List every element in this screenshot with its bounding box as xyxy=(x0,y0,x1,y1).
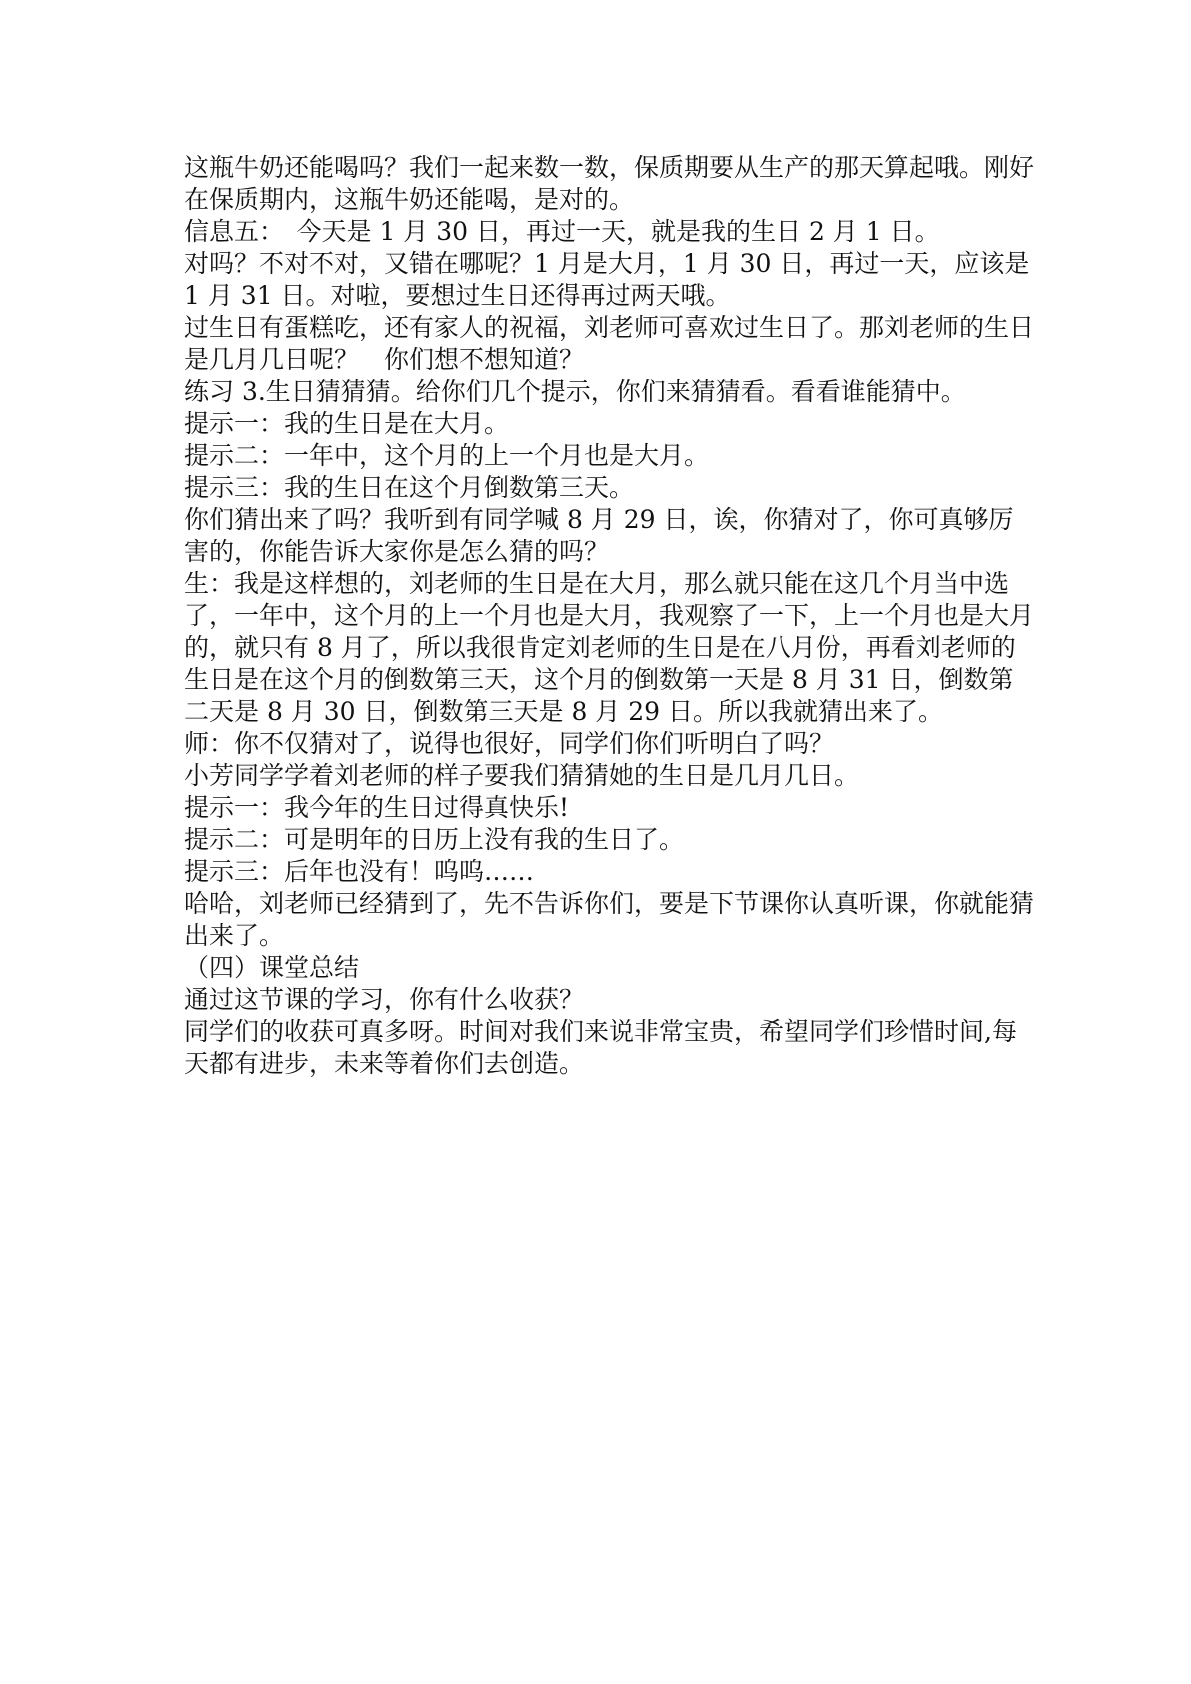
section-heading-summary: （四）课堂总结 xyxy=(184,953,360,982)
paragraph-exercise-3: 练习 3.生日猜猜猜。给你们几个提示，你们来猜猜看。看看谁能猜中。 xyxy=(184,377,966,406)
paragraph-xf-hint-3: 提示三：后年也没有！呜呜…… xyxy=(184,857,535,886)
paragraph-teacher-reply: 师：你不仅猜对了，说得也很好，同学们你们听明白了吗？ xyxy=(184,729,835,758)
paragraph-xiaofang: 小芳同学学着刘老师的样子要我们猜猜她的生日是几月几日。 xyxy=(184,761,860,790)
paragraph-info-five: 信息五： 今天是 1 月 30 日，再过一天，就是我的生日 2 月 1 日。 xyxy=(184,217,940,246)
paragraph-xf-hint-1: 提示一：我今年的生日过得真快乐! xyxy=(184,793,570,822)
document-page xyxy=(184,152,1034,1080)
paragraph-student-answer: 生：我是这样想的，刘老师的生日是在大月，那么就只能在这几个月当中选了，一年中，这个月的上一个月也是大月，我观察了一下，上一个月也是大月的，就只有 8 月了，所以我很肯定刘老师的生日是在八月份，再看刘老师的生日是在这个月的倒数第三天，这个月的倒数第一天是 8 月 31 日，倒数第二天是 8 月 30 日，倒数第三天是 8 月 29 日。所以我就猜出来了。 xyxy=(184,569,1035,726)
paragraph-hint-2: 提示二：一年中，这个月的上一个月也是大月。 xyxy=(184,441,710,470)
paragraph-xf-hint-2: 提示二：可是明年的日历上没有我的生日了。 xyxy=(184,825,685,854)
paragraph-closing: 同学们的收获可真多呀。时间对我们来说非常宝贵，希望同学们珍惜时间,每天都有进步，未来等着你们去创造。 xyxy=(184,1017,1017,1078)
paragraph-hint-3: 提示三：我的生日在这个月倒数第三天。 xyxy=(184,473,635,502)
paragraph-guess-result: 你们猜出来了吗？我听到有同学喊 8 月 29 日，诶，你猜对了，你可真够厉害的，你能告诉大家你是怎么猜的吗？ xyxy=(184,505,1014,566)
paragraph-birthday-intro: 过生日有蛋糕吃，还有家人的祝福，刘老师可喜欢过生日了。那刘老师的生日是几月几日呢？ 你们想不想知道？ xyxy=(184,313,1035,374)
paragraph-correction: 对吗？不对不对，又错在哪呢？1 月是大月，1 月 30 日，再过一天，应该是 1 月 31 日。对啦，要想过生日还得再过两天哦。 xyxy=(184,249,1030,310)
paragraph-hint-1: 提示一：我的生日是在大月。 xyxy=(184,409,510,438)
paragraph-teaser: 哈哈，刘老师已经猜到了，先不告诉你们，要是下节课你认真听课，你就能猜出来了。 xyxy=(184,889,1035,950)
paragraph-milk: 这瓶牛奶还能喝吗？我们一起来数一数，保质期要从生产的那天算起哦。刚好在保质期内，这瓶牛奶还能喝，是对的。 xyxy=(184,153,1035,214)
paragraph-question: 通过这节课的学习，你有什么收获？ xyxy=(184,985,585,1014)
